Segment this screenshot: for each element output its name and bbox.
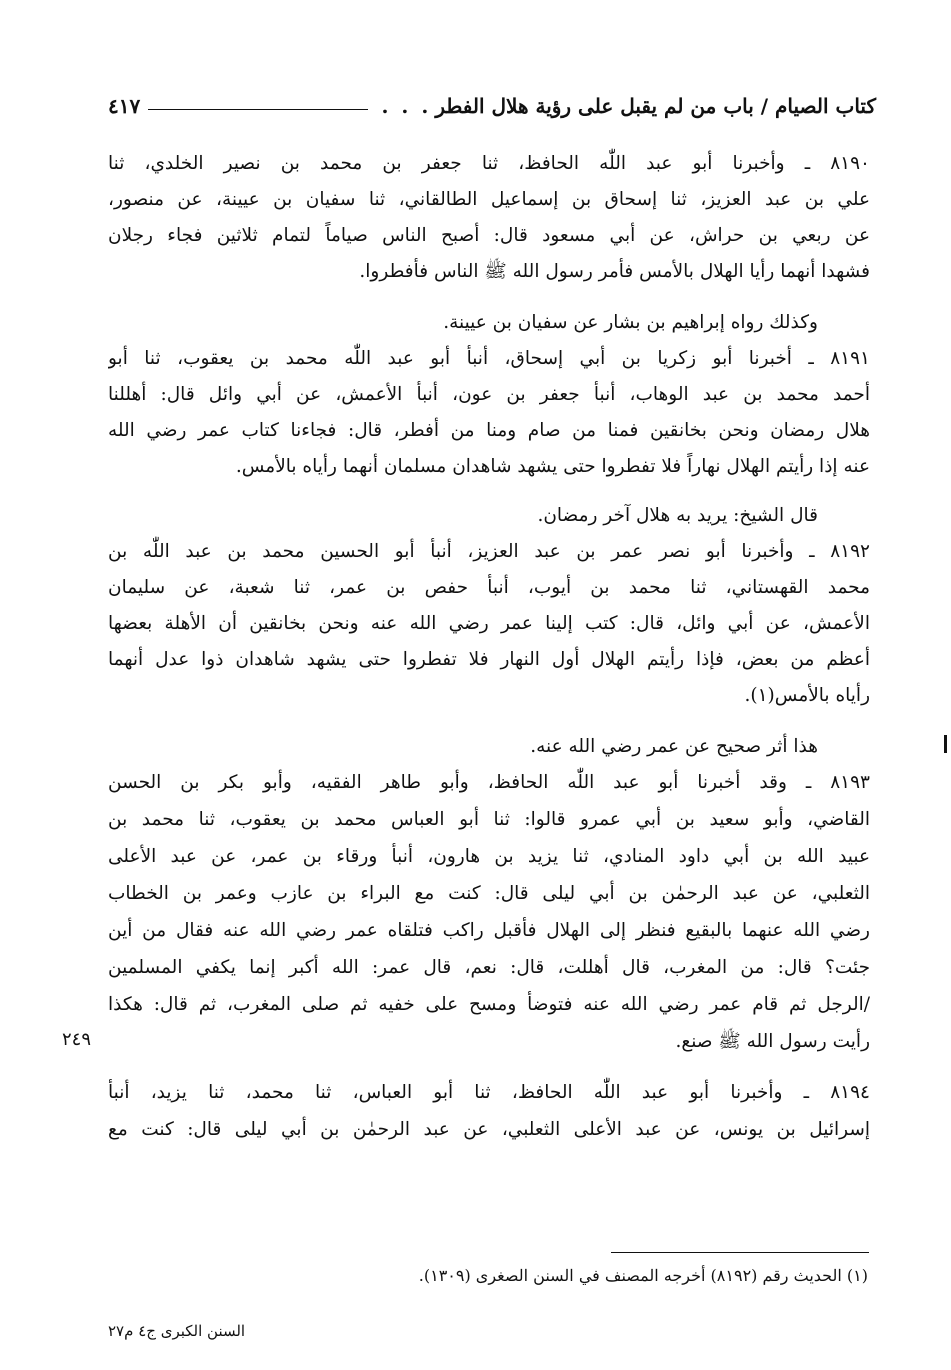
text-line: عن ربعي بن حراش، عن أبي مسعود قال: أصبح الناس صياماً لتمام ثلاثين فجاء رجلان <box>108 225 870 246</box>
edge-mark <box>944 735 947 753</box>
text-line: رأياه بالأمس(١). <box>744 685 870 706</box>
text-line: ٨١٩٣ ـ وقد أخبرنا أبو عبد اللّٰه الحافظ، وأبو طاهر الفقيه، وأبو بكر بن الحسن <box>108 772 870 793</box>
text-line: /الرجل ثم قام عمر رضي الله عنه فتوضأ ومسح على خفيه ثم صلى المغرب، ثم قال: هكذا <box>108 994 870 1015</box>
text-line: رضي الله عنهما بالبقيع فنظر إلى الهلال فأقبل راكب فتلقاه عمر رضي الله عنه فقال من أين <box>108 920 870 941</box>
text-line: الأعمش، عن أبي وائل، قال: كتب إلينا عمر رضي الله عنه ونحن بخانقين أن الأهلة بعضها <box>108 613 870 634</box>
text-line: وكذلك رواه إبراهيم بن بشار عن سفيان بن عيينة. <box>443 312 818 333</box>
text-line: عبيد الله بن أبي داود المنادي، ثنا يزيد بن هارون، أنبأ ورقاء بن عمر، عن عبد الأعلى <box>108 846 870 867</box>
text-line: علي بن عبد العزيز، ثنا إسحاق بن إسماعيل الطالقاني، ثنا سفيان بن عيينة، عن منصور، <box>108 189 870 210</box>
text-line: محمد القهستاني، ثنا محمد بن أيوب، أنبأ حفص بن عمر، ثنا شعبة، عن سليمان <box>108 577 870 598</box>
footnote-rule <box>611 1252 869 1253</box>
header-title: كتاب الصيام / باب من لم يقبل على رؤية هلال الفطر <box>435 94 876 118</box>
page-number: ٤١٧ <box>108 94 141 118</box>
text-line: هذا أثر صحيح عن عمر رضي الله عنه. <box>530 736 818 757</box>
text-line: القاضي، وأبو سعيد بن أبي عمرو قالوا: ثنا أبو العباس محمد بن يعقوب، ثنا محمد بن <box>108 809 870 830</box>
text-line: أحمد محمد بن عبد الوهاب، أنبأ جعفر بن عون، أنبأ الأعمش، عن أبي وائل قال: أهللنا <box>108 384 870 405</box>
text-line: عنه إذا رأيتم الهلال نهاراً فلا تفطروا حتى يشهد شاهدان مسلمان أنهما رأياه بالأمس. <box>235 456 870 477</box>
text-line: أعظم من بعض، فإذا رأيتم الهلال أول النهار فلا تفطروا حتى يشهد شاهدان ذوا عدل أنهما <box>108 649 870 670</box>
text-line: فشهدا أنهما رأيا الهلال بالأمس فأمر رسول الله ﷺ الناس فأفطروا. <box>359 261 870 282</box>
footnote: (١) الحديث رقم (٨١٩٢) أخرجه المصنف في السنن الصغرى (١٣٠٩). <box>418 1266 868 1285</box>
text-line: رأيت رسول الله ﷺ صنع. <box>675 1031 870 1052</box>
main-text <box>108 144 870 1224</box>
text-line: الثعلبي، عن عبد الرحمٰن بن أبي ليلى قال: كنت مع البراء بن عازب وعمر بن الخطاب <box>108 883 870 904</box>
header-ellipsis: . . . <box>381 94 432 118</box>
text-line: ٨١٩٤ ـ وأخبرنا أبو عبد اللّٰه الحافظ، ثنا أبو العباس، ثنا محمد، ثنا يزيد، أنبأ <box>108 1082 870 1103</box>
text-line: ٨١٩٠ ـ وأخبرنا أبو عبد اللّٰه الحافظ، ثنا جعفر بن محمد بن نصير الخلدي، ثنا <box>108 153 870 174</box>
printer-signature: السنن الكبرى ج٤ م٢٧ <box>108 1322 246 1340</box>
text-line: ٨١٩٢ ـ وأخبرنا أبو نصر عمر بن عبد العزيز، أنبأ أبو الحسين محمد بن عبد اللّٰه بن <box>108 541 870 562</box>
text-line: جئت؟ قال: من المغرب، قال أهللت، قال: نعم، قال عمر: الله أكبر إنما يكفي المسلمين <box>108 957 870 978</box>
text-line: هلال رمضان ونحن بخانقين فمنا من صام ومنا من أفطر، قال: فجاءنا كتاب عمر رضي الله <box>108 420 870 441</box>
text-line: ٨١٩١ ـ أخبرنا أبو زكريا بن أبي إسحاق، أنبأ أبو عبد اللّٰه محمد بن يعقوب، ثنا أبو <box>108 348 870 369</box>
margin-page-number: ٢٤٩ <box>62 1029 92 1050</box>
running-header <box>108 84 876 118</box>
text-line: إسرائيل بن يونس، عن عبد الأعلى الثعلبي، عن عبد الرحمٰن بن أبي ليلى قال: كنت مع <box>108 1119 870 1140</box>
header-rule <box>148 109 367 110</box>
text-line: قال الشيخ: يريد به هلال آخر رمضان. <box>537 505 818 526</box>
